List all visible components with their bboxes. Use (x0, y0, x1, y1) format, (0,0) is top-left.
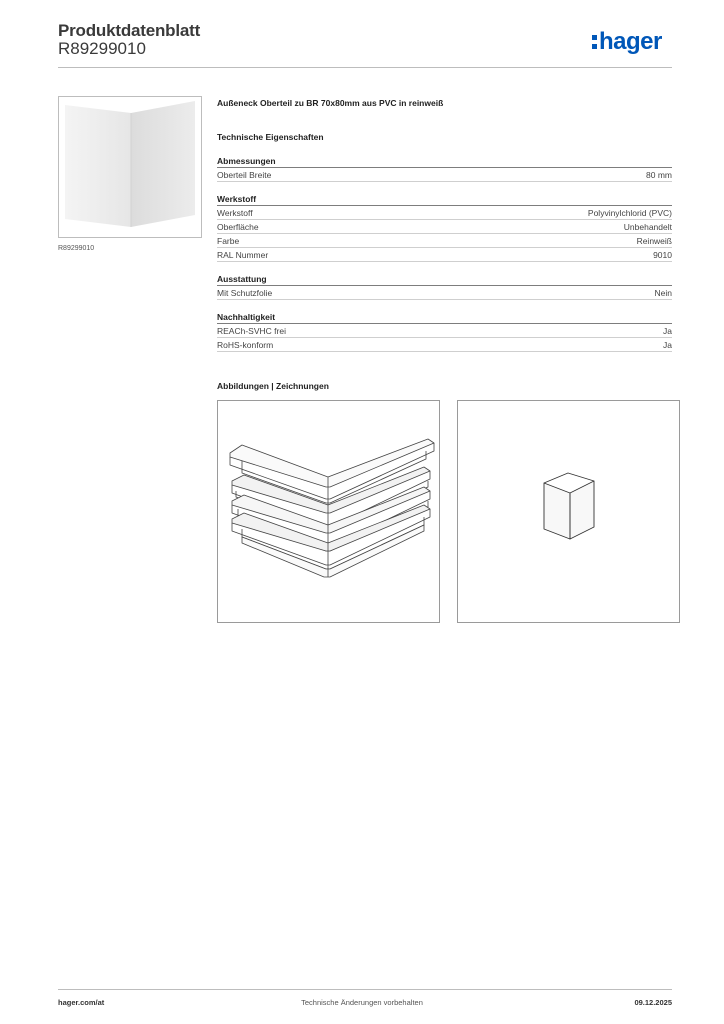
product-description: Außeneck Oberteil zu BR 70x80mm aus PVC in reinweiß (217, 98, 444, 108)
logo-wordmark: hager (599, 28, 662, 55)
property-value: Ja (663, 340, 672, 350)
property-row (217, 234, 672, 248)
product-photo (58, 96, 202, 238)
section-title: Nachhaltigkeit (217, 310, 672, 324)
property-row (217, 286, 672, 300)
footer-divider (58, 989, 672, 990)
property-row (217, 324, 672, 338)
property-label: Oberfläche (217, 222, 259, 232)
property-value: 9010 (653, 250, 672, 260)
section-ausstattung (217, 272, 672, 300)
property-row (217, 168, 672, 182)
section-werkstoff (217, 192, 672, 262)
property-label: RoHS-konform (217, 340, 274, 350)
page-title: Produktdatenblatt (58, 21, 201, 40)
property-value: Unbehandelt (623, 222, 672, 232)
corner-piece-outline-icon (458, 401, 679, 622)
property-label: RAL Nummer (217, 250, 269, 260)
section-title: Werkstoff (217, 192, 672, 206)
property-label: Werkstoff (217, 208, 253, 218)
section-abmessungen (217, 154, 672, 182)
section-title: Abmessungen (217, 154, 672, 168)
technical-drawing-isometric (217, 400, 440, 623)
header-divider (58, 67, 672, 68)
footer-website: hager.com/at (58, 998, 105, 1007)
property-value: Ja (663, 326, 672, 336)
property-row (217, 220, 672, 234)
property-value: Reinweiß (636, 236, 672, 246)
drawings-heading: Abbildungen | Zeichnungen (217, 381, 329, 391)
hager-logo (592, 28, 662, 56)
corner-profile-drawing-icon (218, 401, 439, 622)
property-label: REACh-SVHC frei (217, 326, 286, 336)
property-row (217, 248, 672, 262)
property-label: Mit Schutzfolie (217, 288, 273, 298)
logo-dots-icon (592, 35, 597, 49)
product-details (217, 96, 672, 352)
product-number: R89299010 (58, 39, 146, 58)
footer-note: Technische Änderungen vorbehalten (301, 998, 423, 1007)
property-row (217, 206, 672, 220)
property-value: Nein (654, 288, 672, 298)
property-value: Polyvinylchlorid (PVC) (587, 208, 672, 218)
footer-date: 09.12.2025 (634, 998, 672, 1007)
tech-properties-heading: Technische Eigenschaften (217, 132, 324, 142)
technical-drawing-small (457, 400, 680, 623)
property-value: 80 mm (646, 170, 672, 180)
property-row (217, 338, 672, 352)
property-label: Oberteil Breite (217, 170, 272, 180)
photo-caption: R89299010 (58, 245, 95, 252)
section-nachhaltigkeit (217, 310, 672, 352)
section-title: Ausstattung (217, 272, 672, 286)
property-label: Farbe (217, 236, 240, 246)
corner-piece-photo-icon (59, 97, 201, 237)
